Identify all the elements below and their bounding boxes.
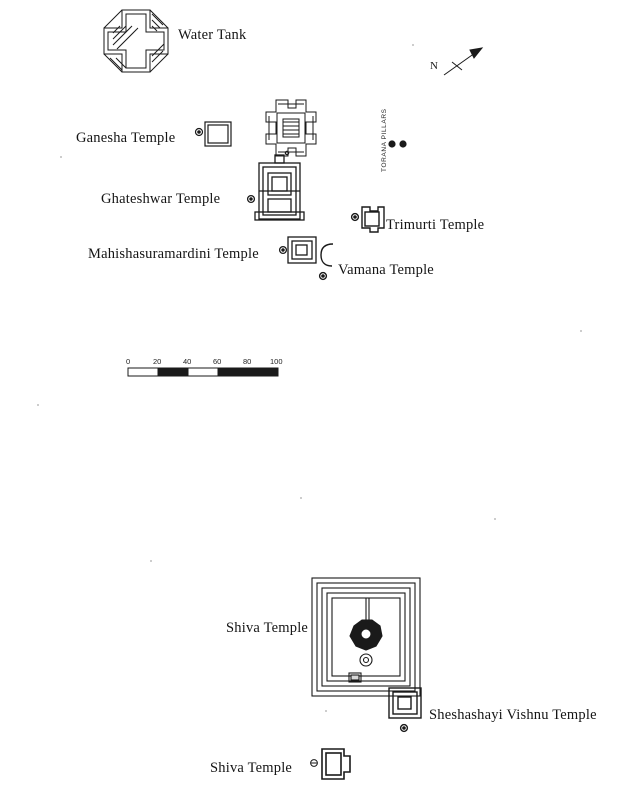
label-mahishasuramardini-temple: Mahishasuramardini Temple bbox=[88, 246, 259, 262]
north-arrow bbox=[444, 48, 482, 75]
north-label: N bbox=[430, 60, 438, 72]
scale-bar bbox=[128, 368, 278, 376]
vamana-temple-plan bbox=[320, 244, 333, 279]
ganesha-temple-plan bbox=[196, 122, 232, 146]
label-ghateshwar-temple: Ghateshwar Temple bbox=[101, 191, 221, 207]
sheshashayi-vishnu-temple-plan bbox=[389, 688, 421, 731]
torana-pillars-plan bbox=[388, 140, 406, 147]
label-water-tank: Water Tank bbox=[178, 27, 247, 43]
shiva-temple-bottom-plan bbox=[311, 749, 350, 779]
label-trimurti-temple: Trimurti Temple bbox=[386, 217, 485, 233]
label-vamana-temple: Vamana Temple bbox=[338, 262, 434, 278]
central-shrine-plan bbox=[266, 100, 316, 156]
label-shiva-temple-bottom: Shiva Temple bbox=[210, 760, 293, 776]
scale-tick-20: 20 bbox=[153, 357, 162, 366]
label-torana-pillars: TORANA PILLARS bbox=[381, 108, 388, 172]
trimurti-temple-plan bbox=[352, 207, 384, 232]
scale-tick-40: 40 bbox=[183, 357, 192, 366]
water-tank-plan bbox=[104, 10, 168, 72]
shiva-temple-enclosure-plan bbox=[312, 578, 420, 696]
label-sheshashayi-vishnu-temple: Sheshashayi Vishnu Temple bbox=[429, 707, 597, 723]
ghateshwar-temple-plan bbox=[248, 151, 304, 220]
scale-tick-60: 60 bbox=[213, 357, 222, 366]
label-shiva-temple-main: Shiva Temple bbox=[226, 620, 309, 636]
scale-tick-0: 0 bbox=[126, 357, 131, 366]
mahishasuramardini-temple-plan bbox=[280, 237, 316, 263]
label-ganesha-temple: Ganesha Temple bbox=[76, 130, 176, 146]
scale-tick-80: 80 bbox=[243, 357, 252, 366]
scale-tick-100: 100 bbox=[270, 357, 283, 366]
